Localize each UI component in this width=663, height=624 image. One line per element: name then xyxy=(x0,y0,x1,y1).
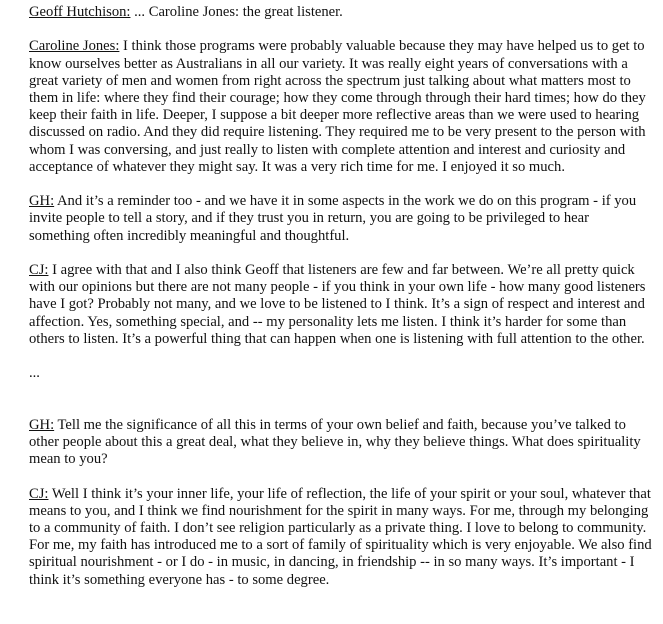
paragraph-text: I think those programs were probably valuable because they may have helped us to get to know ourselves better as Australians in all our variety. It was really eight years of conversations with a great variety of men and women from right across the spectrum just talking about what matters most to them in life: where they find their courage; how they come through through their hard times; how do they keep their faith in life. Deeper, I suppose a bit deeper more reflective areas than we were used to hearing discussed on radio. And they did require listening. They required me to be very present to the person with whom I was conversing, and just really to listen with complete attention and interest and curiosity and acceptance of whatever they might say. It was a very rich time for me. I enjoyed it so much. xyxy=(29,38,646,175)
transcript-paragraph xyxy=(29,38,653,176)
speaker-label: GH: xyxy=(29,416,55,433)
paragraph-text: Tell me the significance of all this in terms of your own belief and faith, because you’ve talked to other people about this a great deal, what they believe in, why they believe things. What does spirituality mean to you? xyxy=(29,416,641,468)
transcript-paragraph xyxy=(29,193,653,245)
transcript-paragraph xyxy=(29,417,653,469)
transcript-paragraph xyxy=(29,486,653,589)
ellipsis-text: ... xyxy=(29,365,40,382)
speaker-label: GH: xyxy=(29,193,55,210)
paragraph-text: I agree with that and I also think Geoff that listeners are few and far between. We’re all pretty quick with our opinions but there are not many people - if you think in your own life - how many good listeners have I got? Probably not many, and we love to be listened to I think. It’s a sign of respect and interest and affection. Yes, something special, and -- my personality lets me listen. I think it’s harder for some than others to listen. It’s a powerful thing that can happen when one is listening with full attention to the other. xyxy=(29,262,646,347)
transcript-omission xyxy=(29,365,653,382)
transcript-paragraph xyxy=(29,262,653,348)
speaker-label: Caroline Jones: xyxy=(29,38,120,55)
paragraph-text: And it’s a reminder too - and we have it in some aspects in the work we do on this program - if you invite people to tell a story, and if they trust you in return, you are going to be privileged to hear something often incredibly meaningful and thoughtful. xyxy=(29,193,637,244)
speaker-label: Geoff Hutchison: xyxy=(29,4,131,20)
transcript-paragraph-intro xyxy=(29,4,653,21)
paragraph-text: Well I think it’s your inner life, your life of reflection, the life of your spirit or your soul, whatever that means to you, and I think we find nourishment for the spirit in many ways. For me, through my belonging to a community of faith. I don’t see religion particularly as a private thing. I love to belong to community. For me, my faith has introduced me to a sort of family of spirituality which is very enjoyable. We also find spiritual nourishment - or I do - in music, in dancing, in friendship -- in so many ways. It’s important - I think it’s something everyone has - to some degree. xyxy=(29,485,652,588)
speaker-label: CJ: xyxy=(29,262,49,278)
paragraph-text: ... Caroline Jones: the great listener. xyxy=(130,4,343,20)
speaker-label: CJ: xyxy=(29,485,49,502)
